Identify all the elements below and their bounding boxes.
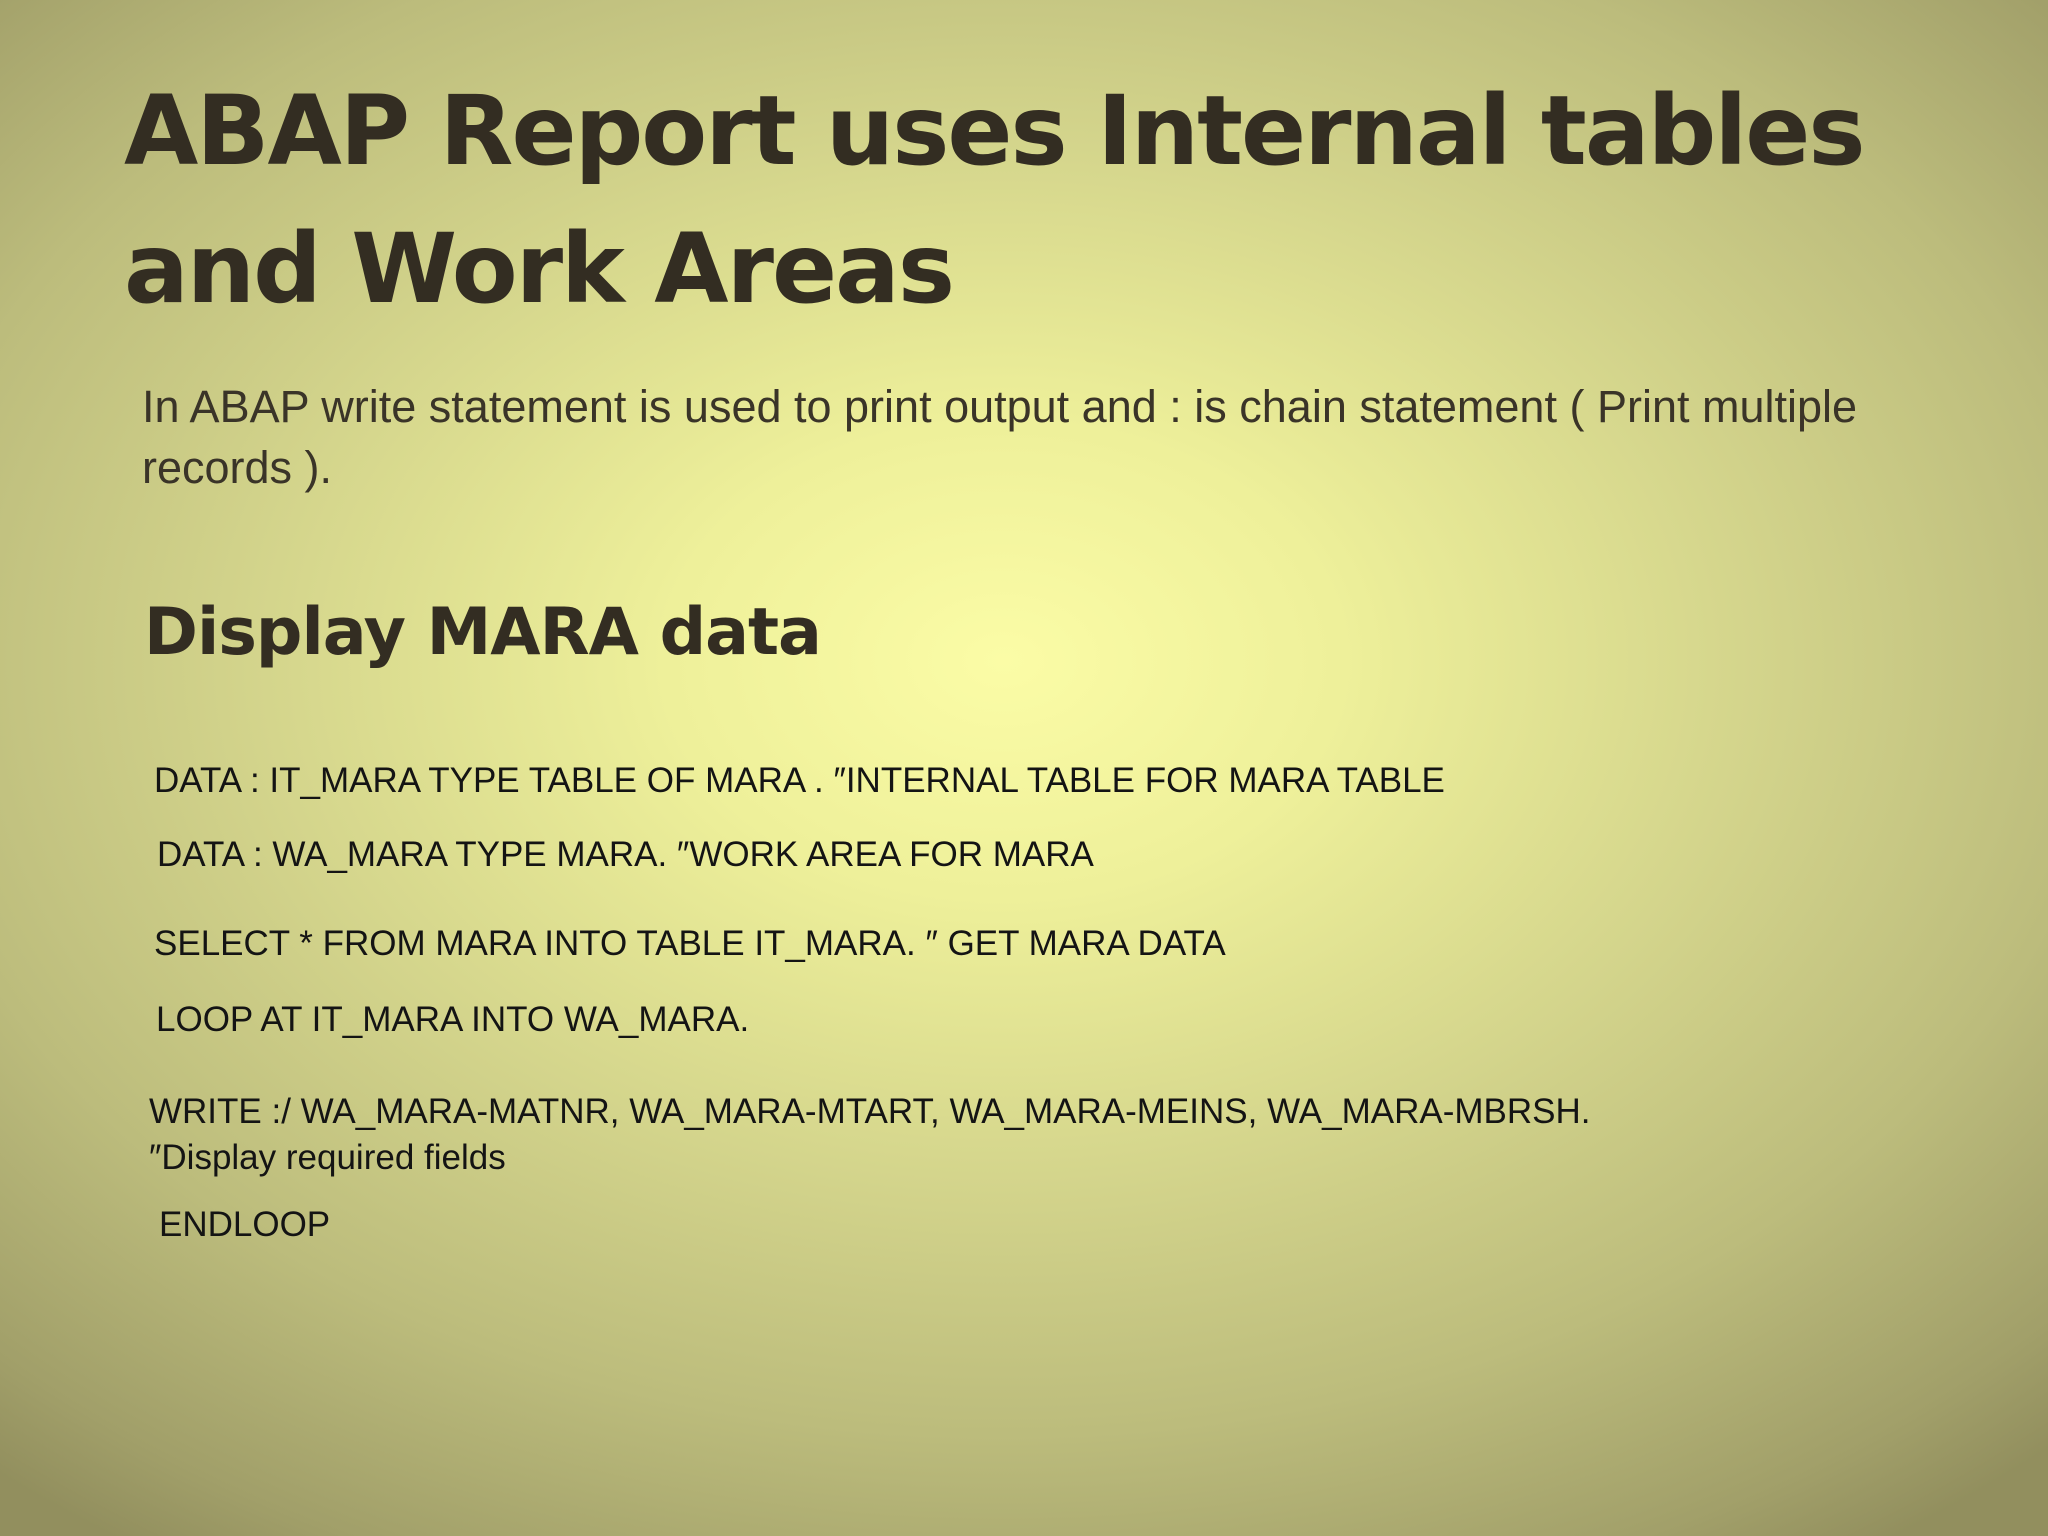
- intro-text: In ABAP write statement is used to print output and : is chain statement ( Print multiple records ).: [142, 381, 1858, 493]
- section-heading: Display MARA data: [144, 595, 821, 670]
- code-line-data-it-mara: DATA : IT_MARA TYPE TABLE OF MARA . ″INTERNAL TABLE FOR MARA TABLE: [154, 761, 1445, 800]
- code-line-endloop: ENDLOOP: [159, 1205, 331, 1244]
- code-line-comment: ″Display required fields: [149, 1138, 506, 1177]
- code-line-data-wa-mara: DATA : WA_MARA TYPE MARA. ″WORK AREA FOR MARA: [157, 835, 1094, 874]
- code-line-loop: LOOP AT IT_MARA INTO WA_MARA.: [156, 1000, 750, 1039]
- slide-title: ABAP Report uses Internal tables and Work Areas: [124, 75, 1864, 325]
- code-line-write: WRITE :/ WA_MARA-MATNR, WA_MARA-MTART, WA_MARA-MEINS, WA_MARA-MBRSH.: [149, 1092, 1591, 1131]
- code-line-select: SELECT * FROM MARA INTO TABLE IT_MARA. ″ GET MARA DATA: [154, 924, 1226, 963]
